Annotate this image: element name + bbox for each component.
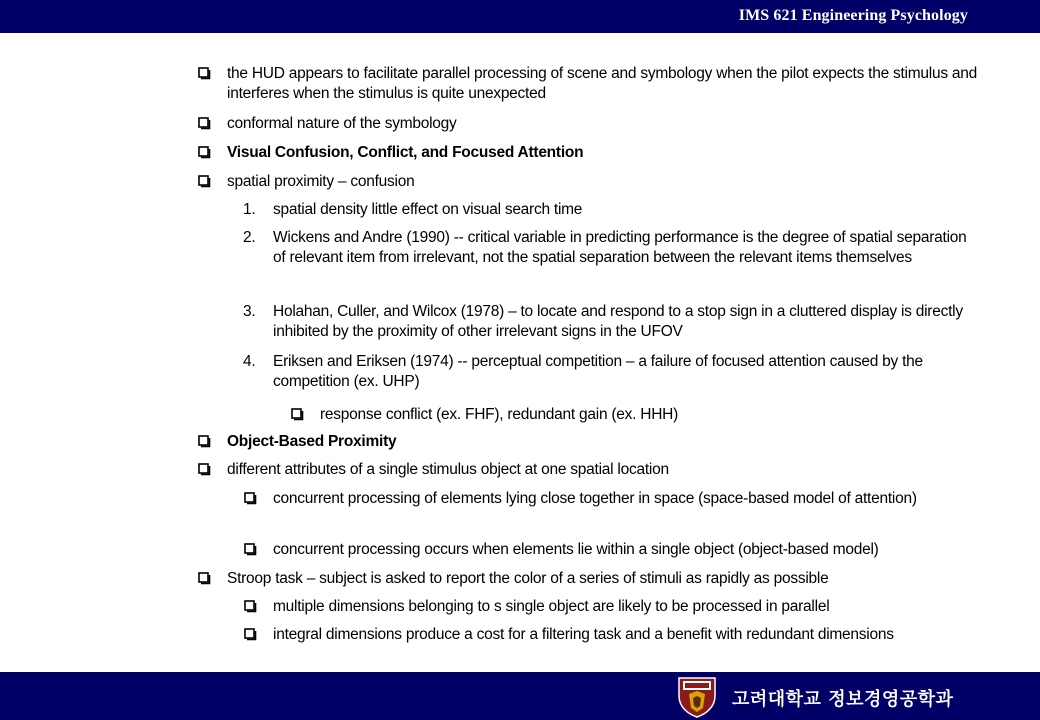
bullet-item (227, 460, 1007, 480)
bullet-text: spatial proximity – confusion (227, 173, 415, 190)
sub-bullet-item (273, 597, 973, 617)
bullet-item (227, 64, 977, 104)
bullet-text: conformal nature of the symbology (227, 115, 457, 132)
section-heading: Object-Based Proximity (227, 433, 397, 450)
bullet-text: response conflict (ex. FHF), redundant gain (ex. HHH) (320, 406, 679, 423)
bullet-text: integral dimensions produce a cost for a filtering task and a benefit with redundant dimensions (273, 626, 894, 643)
checkbox-bullet-icon (198, 117, 211, 130)
checkbox-bullet-icon (198, 67, 211, 80)
numbered-item (243, 228, 973, 268)
checkbox-bullet-icon (244, 600, 257, 613)
bullet-text: multiple dimensions belonging to s single object are likely to be processed in parallel (273, 598, 830, 615)
bullet-item (227, 569, 997, 589)
item-number: 2. (243, 229, 256, 246)
item-number: 4. (243, 353, 256, 370)
bullet-text: the HUD appears to facilitate parallel processing of scene and symbology when the pilot expects the stimulus and interferes when the stimulus is quite unexpected (227, 65, 978, 102)
numbered-item (243, 352, 988, 392)
sub-bullet-item (273, 540, 993, 560)
checkbox-bullet-icon (198, 572, 211, 585)
numbered-text: Eriksen and Eriksen (1974) -- perceptual competition – a failure of focused attention caused by the competition (ex. UHP) (273, 353, 923, 390)
bullet-text: Stroop task – subject is asked to report the color of a series of stimuli as rapidly as possible (227, 570, 829, 587)
item-number: 3. (243, 303, 256, 320)
bullet-item (227, 172, 1007, 192)
bullet-text: concurrent processing of elements lying close together in space (space-based model of attention) (273, 490, 917, 507)
checkbox-bullet-icon (198, 435, 211, 448)
checkbox-bullet-icon (291, 408, 304, 421)
course-title: IMS 621 Engineering Psychology (738, 7, 968, 24)
university-crest-icon (677, 676, 717, 718)
sub-bullet-item (273, 489, 983, 509)
item-number: 1. (243, 201, 256, 218)
bullet-item (227, 114, 1007, 134)
checkbox-bullet-icon (198, 146, 211, 159)
numbered-text: Holahan, Culler, and Wilcox (1978) – to locate and respond to a stop sign in a cluttered display is directly inhibited by the proximity of other irrelevant signs in the UFOV (273, 303, 963, 340)
checkbox-bullet-icon (198, 463, 211, 476)
numbered-item (243, 302, 973, 342)
sub-bullet-item (273, 625, 953, 645)
department-name: 고려대학교 정보경영공학과 (732, 689, 954, 710)
section-heading: Visual Confusion, Conflict, and Focused Attention (227, 144, 584, 161)
bullet-item (227, 432, 1007, 452)
numbered-text: Wickens and Andre (1990) -- critical variable in predicting performance is the degree of spatial separation of relevant item from irrelevant, not the spatial separation between the relevant items themselves (273, 229, 967, 266)
bullet-text: concurrent processing occurs when elements lie within a single object (object-based model) (273, 541, 879, 558)
sub-bullet-item (320, 405, 920, 425)
numbered-item (243, 200, 993, 220)
bullet-text: different attributes of a single stimulus object at one spatial location (227, 461, 669, 478)
numbered-text: spatial density little effect on visual search time (273, 201, 583, 218)
bullet-item (227, 143, 1007, 163)
checkbox-bullet-icon (244, 492, 257, 505)
checkbox-bullet-icon (244, 628, 257, 641)
checkbox-bullet-icon (198, 175, 211, 188)
checkbox-bullet-icon (244, 543, 257, 556)
